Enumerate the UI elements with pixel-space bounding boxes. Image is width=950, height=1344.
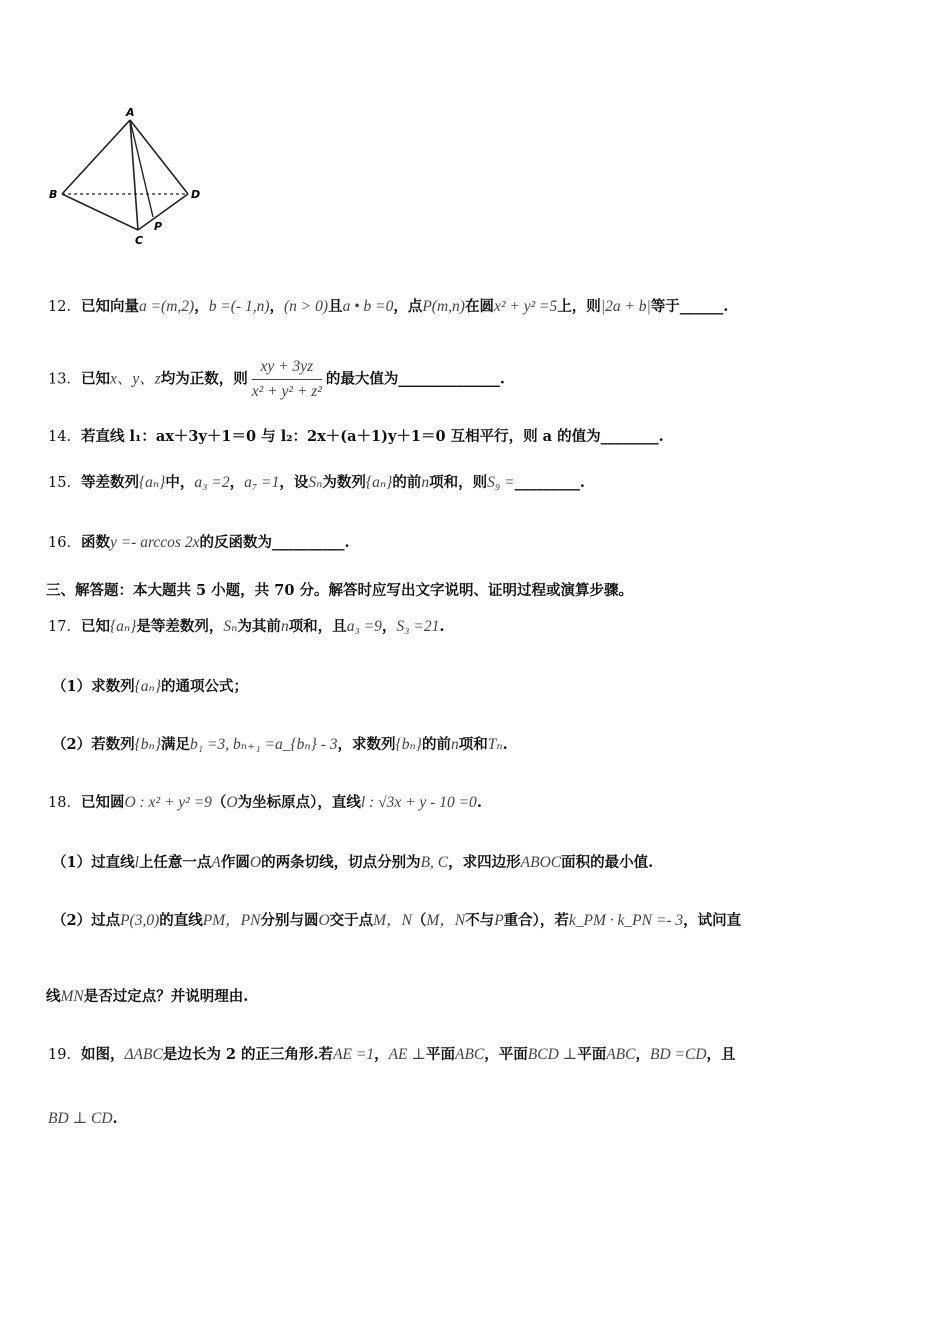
label-d: D	[191, 188, 201, 201]
q15-number: 15．	[48, 475, 81, 491]
q12-number: 12．	[48, 299, 81, 315]
label-c: C	[135, 234, 144, 247]
q16-number: 16．	[48, 535, 81, 551]
question-19-continued: BD ⊥ CD.	[48, 1110, 118, 1127]
question-17-part-1: （1）求数列{aₙ}的通项公式；	[52, 678, 249, 695]
question-15: 15．等差数列{aₙ}中，a₃ =2，a₇ =1，设Sₙ为数列{aₙ}的前n项和，则S₉ =_________.	[48, 474, 585, 491]
section-3-heading: 三、解答题：本大题共 5 小题，共 70 分。解答时应写出文字说明、证明过程或演算步骤。	[46, 582, 633, 599]
q18-number: 18．	[48, 795, 81, 811]
question-18: 18．已知圆O : x² + y² =9（O为坐标原点），直线l : √3x + y - 10 =0.	[48, 794, 482, 811]
pyramid-figure	[40, 100, 210, 250]
question-14: 14．若直线 l₁：ax＋3y＋1＝0 与 l₂：2x＋(a＋1)y＋1＝0 互相平行，则 a 的值为________.	[48, 428, 664, 445]
q13-fraction: $\frac{xy + 3yz}{\text{x² + y² + z²}}$	[251, 358, 322, 400]
question-18-part-2: （2）过点P(3,0)的直线PM，PN分别与圆O交于点M，N（M，N不与P重合），若k_PM · k_PN =- 3，试问直	[52, 912, 742, 929]
question-18-part-1: （1）过直线l上任意一点A作圆O的两条切线，切点分别为B, C，求四边形ABOC面积的最小值.	[52, 854, 654, 871]
q14-number: 14．	[48, 429, 81, 445]
question-13: 13．已知x、y、z均为正数，则 $\frac{xy + 3yz}{\text{x² + y² + z²}}$ 的最大值为______________.	[48, 356, 505, 403]
question-12: 12．已知向量a =(m,2)，b =(- 1,n)，(n > 0)且a • b =0，点P(m,n)在圆x² + y² =5上，则|2a + b|等于______.	[48, 298, 729, 315]
q13-number: 13．	[48, 371, 81, 388]
q19-number: 19．	[48, 1047, 81, 1063]
question-18-part-2-continued: 线MN是否过定点？并说明理由.	[46, 988, 249, 1005]
question-17: 17．已知{aₙ}是等差数列，Sₙ为其前n项和，且a₃ =9，S₃ =21.	[48, 618, 445, 635]
label-a: A	[126, 106, 135, 119]
pyramid-diagram	[40, 100, 210, 250]
edge-cd	[138, 194, 188, 230]
label-b: B	[49, 188, 58, 201]
question-17-part-2: （2）若数列{bₙ}满足b₁ =3, bₙ₊₁ =a_{bₙ} - 3，求数列{bₙ}的前n项和Tₙ.	[52, 736, 508, 753]
edge-bc	[62, 194, 138, 230]
q17-number: 17．	[48, 619, 81, 635]
question-19: 19．如图，ΔABC是边长为 2 的正三角形.若AE =1，AE ⊥平面ABC，平面BCD ⊥平面ABC，BD =CD，且	[48, 1046, 736, 1063]
edge-ab	[62, 120, 130, 194]
question-16: 16．函数y =- arccos 2x的反函数为__________.	[48, 534, 350, 551]
label-p: P	[154, 220, 163, 233]
